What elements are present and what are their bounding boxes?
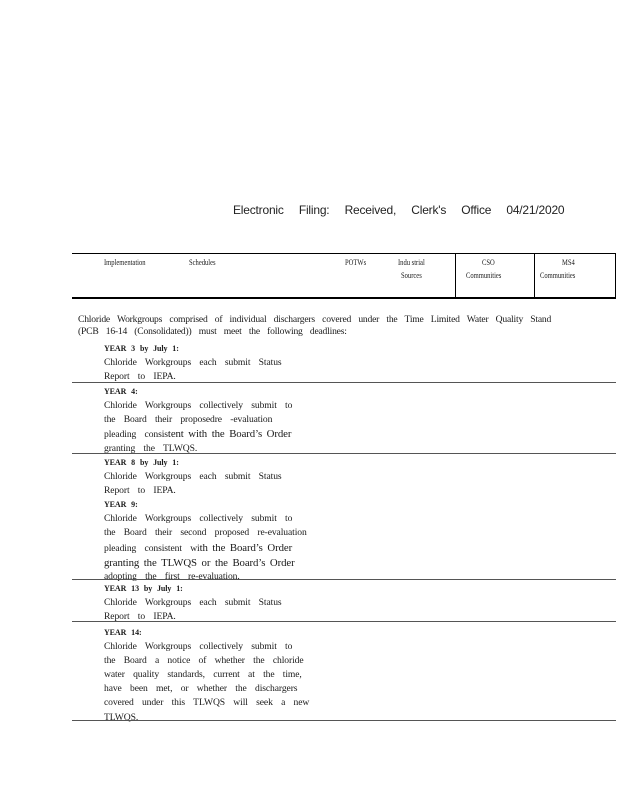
- schedule-line: Chloride Workgroups each submit Status: [104, 597, 282, 609]
- row-divider: [72, 720, 616, 721]
- schedule-line: tent with the Board’s Order: [167, 428, 292, 441]
- schedule-cell: [104, 626, 309, 725]
- header-bottom-rule: [72, 297, 616, 299]
- header-cso: CSO: [482, 258, 495, 267]
- year-heading: YEAR 9:: [104, 500, 138, 510]
- table-row: [72, 383, 616, 454]
- schedule-line: adopting the first re-evaluation.: [104, 570, 240, 582]
- header-cso-sub: Communities: [466, 271, 502, 280]
- year-heading: YEAR 14:: [104, 628, 142, 637]
- schedule-line: covered under this TLWQS will seek a new: [104, 697, 310, 709]
- schedule-line: the Board their second proposed re-evaluation: [104, 527, 307, 539]
- schedule-line: Chloride Workgroups collectively submit to: [104, 400, 293, 412]
- schedule-line: have been met, or whether the dischargers: [104, 683, 298, 695]
- header-divider: [534, 253, 535, 299]
- header-divider: [455, 253, 456, 299]
- schedule-line: water quality standards, current at the time,: [104, 669, 302, 681]
- schedule-line: Chloride Workgroups each submit Status: [104, 357, 282, 369]
- intro-line: Chloride Workgroups comprised of individual dischargers covered under the Time Limited Water Quality Stand: [78, 314, 552, 325]
- schedule-line: th the Board’s Order: [199, 541, 293, 554]
- header-divider: [615, 253, 616, 299]
- schedule-line: Report to IEPA.: [104, 611, 176, 623]
- intro-line: (PCB 16-14 (Consolidated)) must meet the following deadlines:: [78, 326, 347, 337]
- schedule-line: TLWQS.: [104, 711, 139, 723]
- schedule-line: Chloride Workgroups each submit Status: [104, 471, 282, 483]
- table-row: [72, 454, 616, 580]
- table-header: [72, 253, 616, 299]
- schedule-line: the Board their proposedre -evaluation: [104, 414, 273, 426]
- header-industrial-sub: Sources: [401, 271, 422, 280]
- schedule-line: granting the TLWQS or the Board’s Order: [104, 556, 295, 569]
- intro-paragraph: [78, 314, 618, 338]
- header-ms4-sub: Communities: [540, 271, 576, 280]
- schedule-line: Chloride Workgroups collectively submit to: [104, 641, 293, 653]
- schedule-line: Report to IEPA.: [104, 485, 176, 497]
- filing-stamp: Electronic Filing: Received, Clerk's Office 04/21/2020: [233, 203, 565, 217]
- schedule-line: pleading consis: [104, 429, 168, 441]
- table-row: [72, 622, 616, 721]
- header-potws: POTWs: [345, 258, 367, 267]
- schedule-line: pleading consistent wi: [104, 542, 200, 554]
- header-industrial: Indu strial: [398, 258, 425, 267]
- header-implementation: Implementation: [104, 258, 146, 267]
- schedule-cell: [104, 342, 282, 384]
- schedule-line: Report to IEPA.: [104, 371, 176, 383]
- table-row: [72, 340, 616, 383]
- year-heading: YEAR 3 by July 1:: [104, 344, 179, 353]
- schedule-line: the Board a notice of whether the chloride: [104, 655, 304, 667]
- year-heading: YEAR 4:: [104, 387, 138, 396]
- year-heading: YEAR 8 by July 1:: [104, 458, 179, 467]
- schedule-line: granting the TLWQS.: [104, 443, 198, 455]
- header-ms4: MS4: [562, 258, 575, 267]
- schedule-line: Chloride Workgroups collectively submit to: [104, 513, 293, 525]
- schedule-cell: [104, 456, 307, 584]
- schedule-cell: [104, 582, 282, 624]
- table-row: [72, 580, 616, 622]
- year-heading: YEAR 13 by July 1:: [104, 584, 183, 593]
- header-schedules: Schedules: [189, 258, 216, 267]
- schedule-cell: [104, 385, 292, 456]
